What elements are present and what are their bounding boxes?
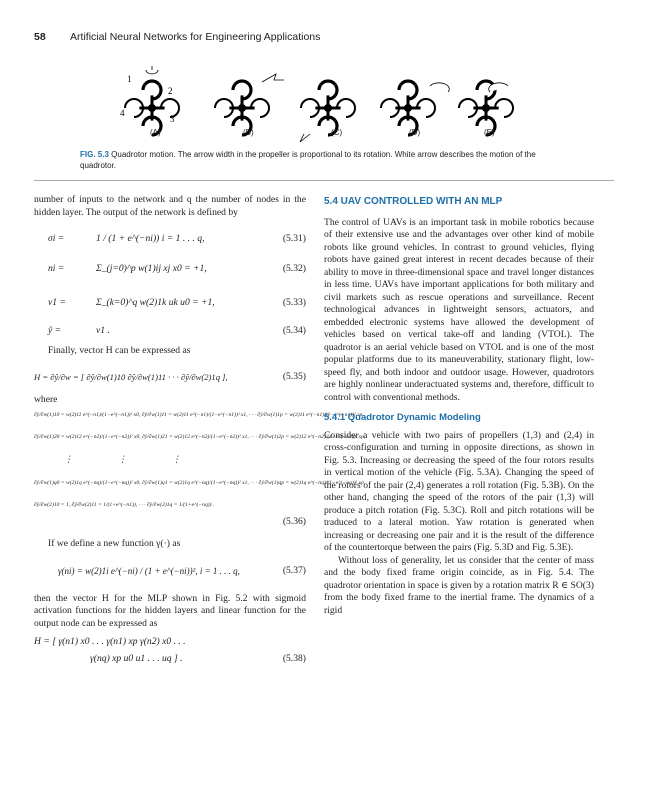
eq-532-lhs: ni = — [48, 263, 65, 274]
propeller-number-3: 3 — [170, 114, 175, 124]
propeller-number-1: 1 — [127, 74, 132, 84]
eq-532-number: (5.32) — [282, 263, 306, 274]
eq-535-body: H = ∂ŷ/∂w = [ ∂ŷ/∂w(1)10 ∂ŷ/∂w(1)11 · · · ∂ŷ/∂w(2)1q ], — [34, 371, 228, 382]
section-paragraph: The control of UAVs is an important task in mobile robotics because of their extensive use and the advantages over other kind of mobile robots like ground vehicles. In contrast to ground vehicles, flying robots have gained great interest in recent decades because of their ability to move in three-dimensional space and travel longer distances in less time. UAVs have important applications for both military and civil markets such as rescue operations and surveillance. Recent technological advances in lightweight sensors, actuators, and embedded electronic systems have allowed the development of vehicles based on vertical take-off and landing (VTOL). The quadrotor is an aerial vehicle based on VTOL and is one of the most popular platforms due to its maneuverability, stationary flight, low-speed fly, and both indoor and outdoor usage. However, quadrotors are highly nonlinear underactuated systems and, therefore, difficult to control with conventional methods. — [324, 216, 594, 403]
intro-paragraph: number of inputs to the network and q the number of nodes in the hidden layer. The output of the network is defined by — [34, 194, 306, 218]
equation-533 — [34, 297, 306, 313]
then-paragraph: then the vector H for the MLP shown in Fig. 5.2 with sigmoid activation functions for the hidden layers and linear function for the output node can be expressed as — [34, 592, 306, 629]
modeling-paragraph: Consider a vehicle with two pairs of propellers (1,3) and (2,4) in cross-configuration and turning in opposite directions, as shown in Fig. 5.3. Increasing or decreasing the speed of the four rotors results in vertical motion of the vehicle (Fig. 5.3A). Changing the speed of the rotors of the pair (2,4) generates a roll rotation (Fig. 5.3B). On the other hand, changing the speed of the rotors of the pair (1,3) will produce a pitch rotation (Fig. 5.3C). Roll and pitch rotations will be traduced to a lateral motion. Yaw rotation is generated when increasing or decreasing one pair and it is the result of the difference of the countertorque between the pairs (Fig. 5.3D and Fig. 5.3E). — [324, 429, 594, 553]
define-paragraph: If we define a new function γ(·) as — [48, 538, 181, 549]
page-number: 58 — [34, 31, 46, 43]
motion-arrow-2 — [262, 74, 284, 82]
book-title: Artificial Neural Networks for Engineering Applications — [70, 31, 321, 43]
eq-537-number: (5.37) — [282, 564, 306, 576]
quadrotor-sketch-4 — [381, 81, 435, 135]
quadrotor-sketch-5 — [459, 81, 513, 135]
motion-arrow-3 — [300, 134, 310, 142]
propeller-number-2: 2 — [168, 86, 173, 96]
eq-538-number: (5.38) — [282, 653, 306, 664]
quadrotor-sketch-3 — [301, 81, 355, 135]
eq-538-line-1: H = [ γ(n1) x0 . . . γ(n1) xp γ(n2) x0 . . . — [34, 636, 186, 647]
right-column — [324, 194, 594, 617]
quadrotor-sketch-2 — [215, 81, 269, 135]
motion-arrow-1 — [146, 66, 158, 74]
left-column — [34, 194, 366, 672]
eq-538-line-2: γ(nq) xp u0 u1 . . . uq ] . — [90, 653, 183, 664]
equation-531 — [34, 233, 306, 249]
eq-533-rhs: Σ_(k=0)^q w(2)1k uk u0 = +1, — [96, 297, 215, 308]
divider — [34, 180, 614, 181]
eq-536-number: (5.36) — [282, 516, 306, 527]
eq-537-body: γ(ni) = w(2)1i e^(−ni) / (1 + e^(−ni))², i = 1 . . . q, — [58, 565, 240, 576]
where-label: where — [34, 393, 58, 405]
panel-label-c: (C) — [331, 128, 343, 137]
running-header — [34, 31, 320, 43]
motion-arrow-4 — [430, 83, 449, 92]
derivative-row-q: ∂ŷ/∂w(1)q0 = w(2)1q e^(−nq)/(1−e^(−nq))² x0, ∂ŷ/∂w(1)q1 = w(2)1q e^(−nq)/(1−e^(−nq))² x1, · · · ∂ŷ/∂w(1)qp = w(2)1q e^(−nq)/(1−e^(−nq))² xp, — [34, 480, 366, 486]
equation-535 — [34, 362, 306, 392]
derivative-row-output: ∂ŷ/∂w(2)10 = 1, ∂ŷ/∂w(2)11 = 1/(1+e^(−n1)), · · · ∂ŷ/∂w(2)1q = 1/(1+e^(−nq)) . — [34, 502, 215, 508]
caption-label: FIG. 5.3 — [80, 150, 109, 159]
equation-534 — [34, 325, 306, 341]
panel-label-d: (D) — [409, 128, 421, 137]
eq-534-number: (5.34) — [282, 325, 306, 336]
derivative-block — [34, 408, 366, 532]
eq-535-number: (5.35) — [282, 370, 306, 382]
eq-534-lhs: ŷ = — [48, 325, 62, 336]
equation-538 — [34, 636, 306, 672]
eq-531-body: σi = — [48, 233, 65, 244]
eq-531-number: (5.31) — [282, 233, 306, 244]
derivative-row-1: ∂ŷ/∂w(1)10 = w(2)11 e^(−n1)/(1−e^(−n1))² x0, ∂ŷ/∂w(1)11 = w(2)11 e^(−n1)/(1−e^(−n1))² x1, · · · ∂ŷ/∂w(1)1p = w(2)11 e^(−n1)/(1−e^(−n1))² xp, — [34, 412, 364, 418]
subsection-title: 5.4.1 Quadrotor Dynamic Modeling — [324, 412, 481, 423]
eq-533-lhs: v1 = — [48, 297, 66, 308]
panel-label-b: (B) — [243, 128, 254, 137]
equations-531-534 — [34, 227, 306, 345]
section-title: 5.4 UAV CONTROLLED WITH AN MLP — [324, 196, 503, 207]
eq-534-rhs: v1 . — [96, 325, 110, 336]
frame-paragraph: Without loss of generality, let us consider that the center of mass and the body fixed frame origin coincide, as in Fig. 5.4. The quadrotor orientation in space is given by a rotation matrix R ∈ SO(3) from the body fixed frame to the inertial frame. The dynamics of a rigid — [324, 554, 594, 616]
derivative-row-dots: ⋮ ⋮ ⋮ — [64, 454, 181, 464]
eq-531-rhs: 1 / (1 + e^(−ni)) i = 1 . . . q, — [96, 233, 205, 244]
caption-text: Quadrotor motion. The arrow width in the propeller is proportional to its rotation. White arrow describes the motion of the quadrotor. — [80, 150, 536, 170]
finally-paragraph: Finally, vector H can be expressed as — [48, 345, 191, 356]
equation-537 — [34, 551, 306, 593]
eq-533-number: (5.33) — [282, 297, 306, 308]
derivative-row-2: ∂ŷ/∂w(1)20 = w(2)12 e^(−n2)/(1−e^(−n2))² x0, ∂ŷ/∂w(1)21 = w(2)12 e^(−n2)/(1−e^(−n2))² x1, · · · ∂ŷ/∂w(1)2p = w(2)12 e^(−n2)/(1−e^(−n2))² xp, — [34, 434, 366, 440]
eq-532-rhs: Σ_(j=0)^p w(1)ij xj x0 = +1, — [96, 263, 207, 274]
propeller-number-4: 4 — [120, 108, 125, 118]
figure-caption — [80, 149, 560, 171]
panel-label-a: (A) — [150, 128, 161, 137]
panel-label-e: (E) — [484, 128, 495, 137]
equation-532 — [34, 263, 306, 279]
